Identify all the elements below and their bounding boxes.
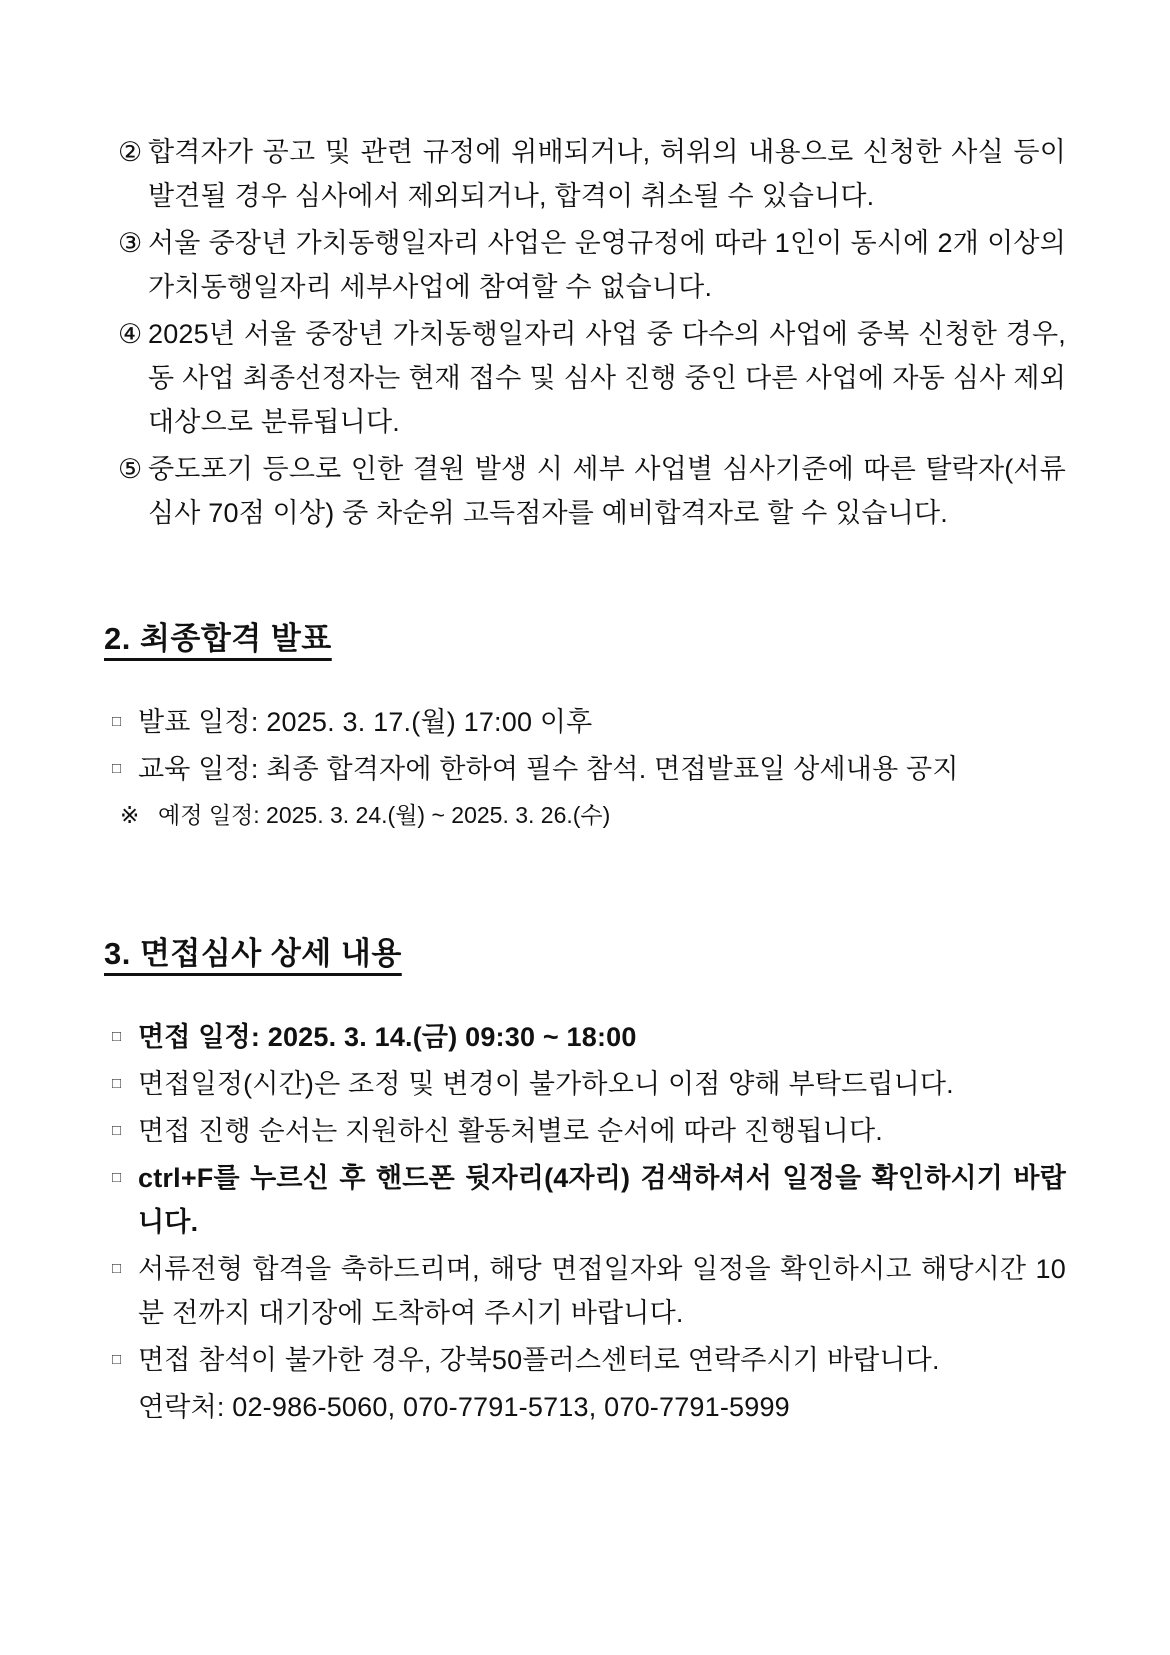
bullet-item-text: 면접일정(시간)은 조정 및 변경이 불가하오니 이점 양해 부탁드립니다.	[138, 1069, 954, 1099]
note-item-text: 2025년 서울 중장년 가치동행일자리 사업 중 다수의 사업에 중복 신청한 경우, 동 사업 최종선정자는 현재 접수 및 심사 진행 중인 다른 사업에 자동 심사 제외 대상으로 분류됩니다.	[148, 319, 1066, 437]
circled-number-marker: ④	[118, 319, 143, 349]
bullet-item	[106, 1015, 1066, 1059]
bullet-item-text: ctrl+F를 누르신 후 핸드폰 뒷자리(4자리) 검색하셔서 일정을 확인하시기 바랍니다.	[138, 1163, 1066, 1237]
bullet-item-text: 면접 진행 순서는 지원하신 활동처별로 순서에 따라 진행됩니다.	[138, 1116, 883, 1146]
section3-list	[104, 1015, 1066, 1429]
square-bullet-marker: □	[112, 1075, 122, 1092]
circled-number-marker: ③	[118, 228, 143, 258]
note-item	[108, 447, 1066, 535]
notes-list	[104, 130, 1066, 535]
bullet-item	[106, 747, 1066, 791]
square-bullet-marker: □	[112, 1169, 122, 1186]
square-bullet-marker: □	[112, 1351, 122, 1368]
bullet-item	[106, 1109, 1066, 1153]
section2-heading: 2. 최종합격 발표	[104, 621, 332, 656]
section2-list	[104, 700, 1066, 791]
square-bullet-marker: □	[112, 713, 122, 730]
square-bullet-marker: □	[112, 1122, 122, 1139]
bullet-item	[106, 1247, 1066, 1335]
circled-number-marker: ⑤	[118, 454, 143, 484]
section3-heading: 3. 면접심사 상세 내용	[104, 936, 402, 971]
note-item-text: 합격자가 공고 및 관련 규정에 위배되거나, 허위의 내용으로 신청한 사실 등이 발견될 경우 심사에서 제외되거나, 합격이 취소될 수 있습니다.	[148, 137, 1066, 211]
note-item	[108, 221, 1066, 309]
note-item-text: 서울 중장년 가치동행일자리 사업은 운영규정에 따라 1인이 동시에 2개 이상의 가치동행일자리 세부사업에 참여할 수 없습니다.	[148, 228, 1066, 302]
contact-line-text: 연락처: 02-986-5060, 070-7791-5713, 070-7791-5999	[138, 1392, 790, 1422]
bullet-item	[106, 1156, 1066, 1244]
bullet-item-text: 서류전형 합격을 축하드리며, 해당 면접일자와 일정을 확인하시고 해당시간 10분 전까지 대기장에 도착하여 주시기 바랍니다.	[138, 1254, 1066, 1328]
reference-note	[104, 794, 1066, 836]
circled-number-marker: ②	[118, 137, 143, 167]
square-bullet-marker: □	[112, 1028, 122, 1045]
note-item-text: 중도포기 등으로 인한 결원 발생 시 세부 사업별 심사기준에 따른 탈락자(서류 심사 70점 이상) 중 차순위 고득점자를 예비합격자로 할 수 있습니다.	[148, 454, 1066, 528]
bullet-item	[106, 1338, 1066, 1382]
square-bullet-marker: □	[112, 1260, 122, 1277]
note-item	[108, 130, 1066, 218]
bullet-item	[106, 700, 1066, 744]
bullet-item	[106, 1062, 1066, 1106]
bullet-item-text: 교육 일정: 최종 합격자에 한하여 필수 참석. 면접발표일 상세내용 공지	[138, 754, 959, 784]
bullet-item-text: 발표 일정: 2025. 3. 17.(월) 17:00 이후	[138, 707, 593, 737]
bullet-item-text: 면접 일정: 2025. 3. 14.(금) 09:30 ~ 18:00	[138, 1022, 637, 1052]
contact-line	[106, 1385, 1066, 1429]
reference-mark-icon: ※	[120, 802, 140, 828]
square-bullet-marker: □	[112, 760, 122, 777]
note-item	[108, 312, 1066, 444]
bullet-item-text: 면접 참석이 불가한 경우, 강북50플러스센터로 연락주시기 바랍니다.	[138, 1345, 940, 1375]
reference-note-text: 예정 일정: 2025. 3. 24.(월) ~ 2025. 3. 26.(수)	[158, 802, 611, 828]
